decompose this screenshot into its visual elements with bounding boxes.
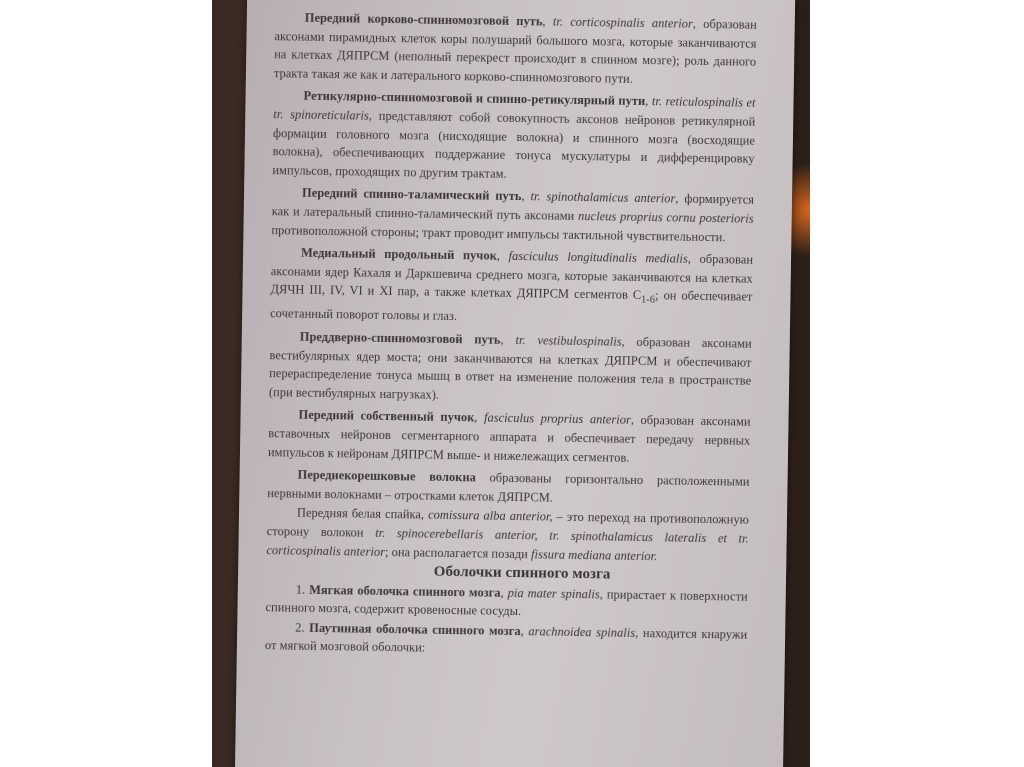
paragraph-text: ; она располагается позади: [384, 544, 529, 561]
page-text: [265, 8, 757, 664]
paragraph-reticulospinal: Ретикулярно-спинномозговой и спинно-ретикулярный пути, tr. reticulospinalis et tr. spinoreticularis, представляют собой совокупность аксонов нейронов ретикулярной формации головного мозга (нисходящие волокна) и спинного мозга (восходящие волокна), обеспечивающих поддержание тонуса мускулатуры и дифференцировку импульсов, проходящих по другим трактам.: [272, 89, 756, 181]
paragraph-vestibulospinal: Преддверно-спинномозговой путь, tr. vestibulospinalis, образован аксонами вестибулярных ядер моста; они заканчиваются на клетках ДЯПРСМ и обеспечивают перераспределение тонуса мышц в ответ на изменение положения тела в пространстве (при вестибулярных нагрузках).: [268, 329, 752, 402]
paragraph-proprius: Передний собственный пучок, fasciculus proprius anterior, образован аксонами вставочных нейронов сегментарного аппарата и обеспечивает передачу нервных импульсов к нейронам ДЯПРСМ выше- и нижележащих сегментов.: [267, 407, 751, 465]
paragraph-text: ; он обеспечивает сочетанный поворот головы и глаз.: [270, 288, 753, 324]
paragraph-spinothalamic: Передний спинно-таламический путь, tr. spinothalamicus anterior, формируется как и латеральный спинно-таламический путь аксонами nucleus proprius cornu posterioris противоположной стороны; тракт проводит импульсы тактильной чувствительности.: [271, 185, 755, 244]
latin-term: fissura mediana anterior.: [530, 546, 658, 563]
section-heading: Оболочки спинного мозга: [433, 563, 611, 583]
latin-term: nucleus proprius cornu posterioris: [578, 208, 754, 226]
paragraph-text: образован аксонами ядер Кахаля и Даркшевича среднего мозга, которые заканчиваются на клетках ДЯЧН III, IV, VI и XI пар, а также клетках ДЯПРСМ сегментов С: [270, 252, 754, 303]
latin-term: tr. corticospinalis anterior: [552, 14, 694, 31]
paragraph-lead: Передняя белая спайка,: [296, 505, 425, 522]
term: Переднекорешковые волокна: [297, 467, 476, 485]
item-number: 1.: [295, 582, 306, 597]
term: Паутинная оболочка спинного мозга: [309, 620, 521, 638]
paragraph-text: образован аксонами пирамидных клеток коры полушарий большого мозга, которые заканчиваются на клетках ДЯПРСМ (неполный перекрест происходит в спинном мозге); роль данного тракта такая же как и латерального корково-спинномозгового пути.: [273, 16, 757, 86]
latin-term: tr. spinocerebellaris anterior, tr. spinothalamicus lateralis et tr. corticospinalis anterior: [266, 525, 749, 559]
term: Ретикулярно-спинномозговой и спинно-ретикулярный пути: [303, 89, 646, 109]
latin-term: tr. spinothalamicus anterior: [530, 189, 676, 206]
paragraph-text: противоположной стороны; тракт проводит импульсы тактильной чувствительности.: [271, 222, 726, 244]
term: Мягкая оболочка спинного мозга: [309, 582, 501, 600]
term: Передний собственный пучок: [298, 407, 475, 425]
paragraph-medial-fasciculus: Медиальный продольный пучок, fasciculus longitudinalis medialis, образован аксонами ядер Кахаля и Даркшевича среднего мозга, которые заканчиваются на клетках ДЯЧН III, IV, VI и XI пар, а также клетках ДЯПРСМ сегментов $С_{1-6}$; он обеспечивает сочетанный поворот головы и глаз.: [270, 245, 754, 324]
paragraph-text: образованы горизонтально расположенными нервными волокнами – отростками клеток ДЯПРСМ.: [267, 470, 750, 505]
paragraph-text: образован аксонами вставочных нейронов сегментарного аппарата и обеспечивает передачу нервных импульсов к нейронам ДЯПРСМ выше- и нижележащих сегментов.: [267, 413, 751, 465]
paragraph-text: – это переход на противоположную сторону волокон: [266, 509, 750, 540]
latin-term: pia mater spinalis: [507, 585, 600, 602]
latin-term: tr. vestibulospinalis: [515, 332, 622, 349]
paragraph-corticospinal: Передний корково-спинномозговой путь, tr. corticospinalis anterior, образован аксонами пирамидных клеток коры полушарий большого мозга, которые заканчиваются на клетках ДЯПРСМ (неполный перекрест происходит в спинном мозге); роль данного тракта такая же как и латерального корково-спинномозгового пути.: [273, 10, 757, 86]
subscript: 1-6: [640, 294, 656, 306]
term: Медиальный продольный пучок: [301, 245, 497, 263]
membrane-item-arachnoid: 2. Паутинная оболочка спинного мозга, arachnoidea spinalis, находится кнаружи от мягкой мозговой оболочки:: [264, 620, 748, 656]
paragraph-text: прирастает к поверхности спинного мозга, содержит кровеносные сосуды.: [265, 587, 748, 619]
paragraph-text: находится кнаружи от мягкой мозговой оболочки:: [264, 625, 748, 656]
term: Передний корково-спинномозговой путь: [304, 10, 543, 29]
paragraph-text: формируется как и латеральный спинно-таламический путь аксонами: [271, 191, 755, 223]
photo-background: [212, 0, 810, 767]
paragraph-text: представляют собой совокупность аксонов нейронов ретикулярной формации головного мозга (нисходящие волокна) и спинного мозга (восходящие волокна), обеспечивающих поддержание тонуса мускулатуры и дифференцировку импульсов, проходящих по другим трактам.: [272, 108, 756, 181]
item-number: 2.: [295, 620, 305, 635]
book-page: [235, 0, 795, 767]
membrane-item-pia: 1. Мягкая оболочка спинного мозга, pia mater spinalis, прирастает к поверхности спинного мозга, содержит кровеносные сосуды.: [265, 582, 748, 619]
paragraph-white-commissure: [266, 503, 749, 566]
latin-term: tr. reticulospinalis et tr. spinoreticularis: [273, 94, 756, 123]
latin-term: fasciculus longitudinalis medialis: [508, 249, 688, 266]
term: Передний спинно-таламический путь: [301, 185, 522, 204]
latin-term: arachnoidea spinalis: [528, 624, 636, 640]
paragraph-text: образован аксонами вестибулярных ядер моста; они заканчиваются на клетках ДЯПРСМ и обеспечивают перераспределение тонуса мышц в ответ на изменение положения тела в пространстве (при вестибулярных нагрузках).: [268, 334, 752, 402]
paragraph-root-fibers: [267, 465, 750, 510]
term: Преддверно-спинномозговой путь: [299, 329, 501, 347]
latin-term: comissura alba anterior,: [428, 507, 553, 524]
latin-term: fasciculus proprius anterior: [483, 410, 631, 428]
